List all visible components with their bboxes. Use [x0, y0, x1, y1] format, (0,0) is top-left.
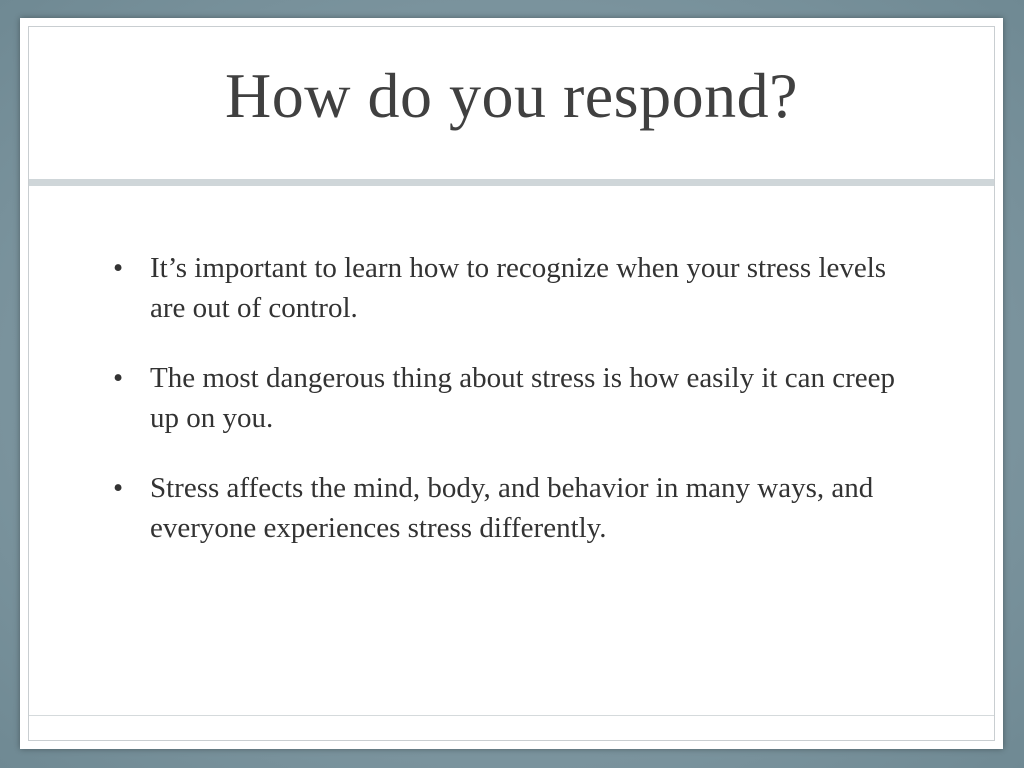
- list-item: [110, 248, 910, 328]
- slide-title: How do you respond?: [225, 60, 798, 131]
- list-item: [110, 358, 910, 438]
- bullet-list: [110, 248, 910, 578]
- list-item: [110, 468, 910, 548]
- bullet-icon: •: [113, 362, 124, 394]
- bullet-icon: •: [113, 472, 124, 504]
- title-divider: [29, 179, 994, 186]
- bullet-text: It’s important to learn how to recognize when your stress levels are out of control.: [150, 252, 887, 324]
- footer-divider: [29, 715, 994, 716]
- slide: [20, 18, 1003, 749]
- bullet-icon: •: [113, 252, 124, 284]
- bullet-text: The most dangerous thing about stress is how easily it can creep up on you.: [150, 362, 895, 434]
- bullet-text: Stress affects the mind, body, and behavior in many ways, and everyone experiences stress differently.: [150, 472, 874, 544]
